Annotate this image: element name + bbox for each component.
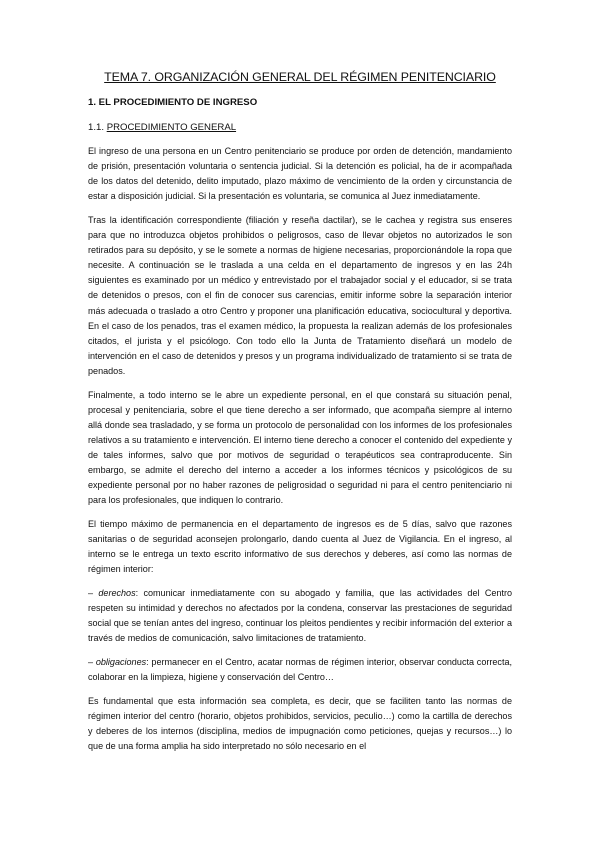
document-body: [88, 144, 512, 763]
subsection-title: PROCEDIMIENTO GENERAL: [106, 122, 237, 133]
duties-paragraph: [88, 655, 512, 685]
rights-dash: –: [88, 587, 99, 598]
paragraph: El ingreso de una persona en un Centro penitenciario se produce por orden de detención, mandamiento de prisión, presentación voluntaria o sentencia judicial. Si la detención es policial, ha de ir acompañada de los datos del detenido, delito imputado, plazo máximo de vencimiento de la orden y circunstancia de estar a disposición judicial. Si la presentación es voluntaria, se comunica al Juez inmediatamente.: [88, 146, 512, 202]
final-paragraph: Es fundamental que esta información sea completa, es decir, que se faciliten tanto las normas de régimen interior del centro (horario, objetos prohibidos, servicios, peculio…) como la cartilla de derechos y deberes de los internos (disciplina, medios de impugnación como peticiones, quejas y recursos…) lo que de una forma amplia ha sido interpretado no sólo necesario en el: [88, 695, 512, 751]
document-title: TEMA 7. ORGANIZACIÓN GENERAL DEL RÉGIMEN PENITENCIARIO: [104, 70, 496, 84]
subsection-heading: [88, 122, 236, 133]
duties-dash: –: [88, 656, 96, 667]
rights-text: : comunicar inmediatamente con su abogado y familia, que las actividades del Centro respeten su intimidad y derechos no afectados por la condena, conservar las prestaciones de seguridad social que se tenían antes del ingreso, continuar los pleitos pendientes y recibir información del exterior a través de medios de comunicación, salvo limitaciones de tratamiento.: [88, 587, 512, 644]
subsection-number: 1.1.: [88, 122, 105, 133]
paragraph: El tiempo máximo de permanencia en el departamento de ingresos es de 5 días, salvo que razones sanitarias o de seguridad aconsejen prolongarlo, dando cuenta al Juez de Vigilancia. En el ingreso, al interno se le entrega un texto escrito informativo de sus derechos y deberes, así como las normas de régimen interior:: [88, 518, 512, 575]
rights-paragraph: [88, 586, 512, 646]
duties-text: : permanecer en el Centro, acatar normas de régimen interior, observar conducta correcta, colaborar en la limpieza, higiene y conservación del Centro…: [88, 656, 512, 682]
duties-term: obligaciones: [95, 656, 147, 667]
rights-term: derechos: [98, 587, 136, 598]
paragraph: Finalmente, a todo interno se le abre un expediente personal, en el que constará su situación penal, procesal y penitenciaria, sobre el que tiene derecho a ser informado, que acompaña siempre al interno allá donde sea trasladado, y se forma un protocolo de personalidad con los informes de los profesionales relativos a su tratamiento e intervención. El interno tiene derecho a conocer el contenido del expediente y de tales informes, salvo que por motivos de seguridad o terapéuticos sea contraproducente. Sin embargo, se admite el derecho del interno a acceder a los informes técnicos y psicológicos de su expediente personal por no haber razones de peligrosidad o seguridad ni para el centro penitenciario ni para los profesionales, que indiquen lo contrario.: [88, 389, 512, 506]
section-heading: 1. EL PROCEDIMIENTO DE INGRESO: [88, 97, 258, 108]
paragraph: Tras la identificación correspondiente (filiación y reseña dactilar), se le cachea y registra sus enseres para que no introduzca objetos prohibidos o peligrosos, caso de llevar objetos no autorizados le son retirados para su depósito, y se le somete a normas de higiene necesarias, proporcionándole la ropa que necesite. A continuación se le traslada a una celda en el departamento de ingresos y en las 24h siguientes es examinado por un médico y entrevistado por el trabajador social y el educador, si se trata de detenidos o presos, con el fin de conocer sus carencias, emitir informe sobre la separación interior más adecuada o traslado a otro Centro y proponer una planificación educativa, sociocultural y deportiva. En el caso de los penados, tras el examen médico, la propuesta la realizan además de los profesionales citados, el jurista y el psicólogo. Con todo ello la Junta de Tratamiento diseñará un modelo de intervención en el caso de detenidos y presos y un programa individualizado de tratamiento si se trata de penados.: [88, 214, 512, 376]
